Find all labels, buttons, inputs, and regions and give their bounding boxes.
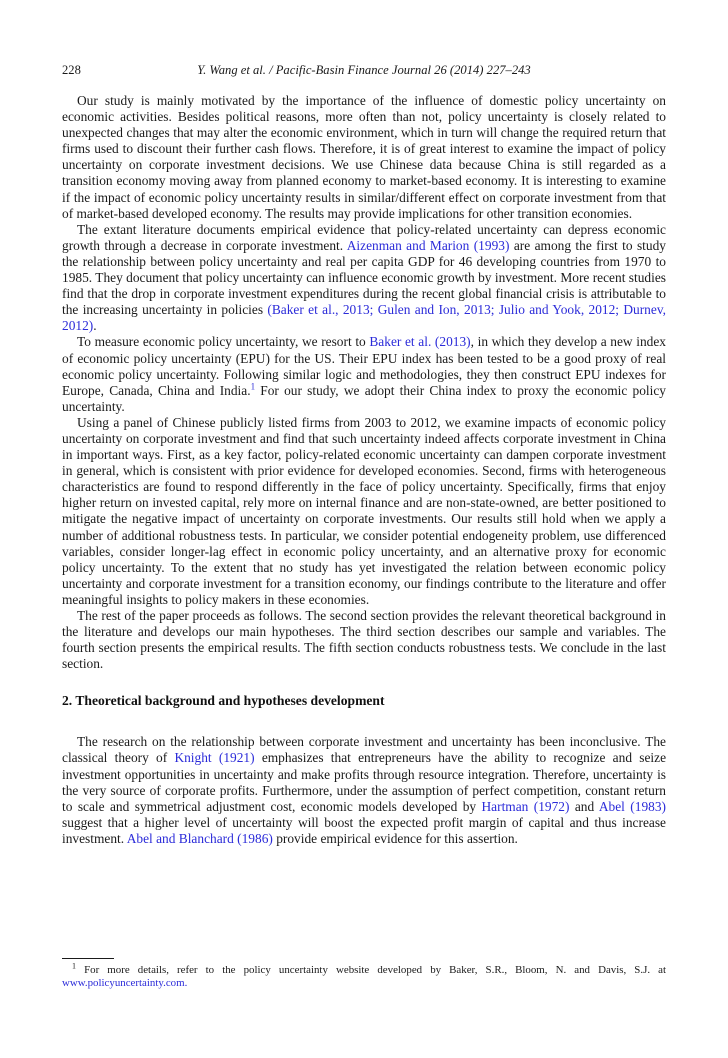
page-number: 228 xyxy=(62,63,81,77)
text-run: . xyxy=(93,318,97,334)
journal-running-head: Y. Wang et al. / Pacific-Basin Finance Journal 26 (2014) 227–243 xyxy=(197,63,531,77)
text-run: For more details, refer to the policy uncertainty website developed by Baker, S.R., Bloom, N. and Davis, S.J. at xyxy=(76,963,666,976)
citation-abel-blanchard-1986[interactable]: Abel and Blanchard (1986) xyxy=(126,830,273,846)
body-paragraph xyxy=(62,415,666,608)
policyuncertainty-url-link[interactable]: www.policyuncertainty.com. xyxy=(62,977,188,990)
article-body xyxy=(62,93,666,847)
citation-abel-1983[interactable]: Abel (1983) xyxy=(598,798,666,814)
body-paragraph xyxy=(62,334,666,414)
footnote-block xyxy=(62,958,666,991)
footnote-ref-1[interactable]: 1 xyxy=(250,381,256,392)
text-run: To measure economic policy uncertainty, we resort to xyxy=(77,334,370,350)
text-run: Using a panel of Chinese publicly listed firms from 2003 to 2012, we examine impacts of economic policy uncertainty on corporate investment and find that such uncertainty indeed affects corporate investment in China in important ways. First, as a key factor, policy-related economic uncertainty can dampen corporate investment in general, which is consistent with prior evidence for developed economies. Second, firms with heterogeneous characteristics are found to respond differently in the face of policy uncertainty. Specifically, firms that enjoy higher return on invested capital, rely more on internal finance and are non-state-owned, are better positioned to mitigate the negative impact of uncertainty on corporate investments. Our results still hold when we apply a number of additional robustness tests. In particular, we consider potential endogeneity problem, use differenced variables, consider longer-lag effect in economic policy uncertainty, and an alternative proxy for economic policy uncertainty. To the extent that no study has yet investigated the relation between economic policy uncertainty and corporate investment for a transition economy, our findings contribute to the literature and offer meaningful insights to policy makers in these economies. xyxy=(62,414,666,607)
footnote-marker: 1 xyxy=(72,961,76,971)
text-run: Our study is mainly motivated by the importance of the influence of domestic policy uncertainty on economic activities. Besides political reasons, more often than not, policy uncertainty is closely related to unexpected changes that may alter the economic environment, which in turn will change the required return that firms used to discount their further cash flows. Therefore, it is of great interest to examine the impact of policy uncertainty on corporate investment decisions. We use Chinese data because China is still regarded as a transition economy moving away from planned economy to market-based economy. It is interesting to examine if the impact of economic policy uncertainty results in similar/different effect on corporate investment from that of market-based developed economy. The results may provide implications for other transition economies. xyxy=(62,93,666,221)
citation-hartman-1972[interactable]: Hartman (1972) xyxy=(481,798,570,814)
footnote-text xyxy=(62,961,666,991)
citation-baker-2013-inline[interactable]: Baker et al. (2013) xyxy=(369,334,471,350)
text-run: The research on the relationship between corporate investment and uncertainty has been inconclusive. The classical theory of xyxy=(62,734,666,766)
text-run: suggest that a higher level of uncertainty will boost the expected profit margin of capital and thus increase investment. xyxy=(62,814,666,846)
text-run: emphasizes that entrepreneurs have the ability to recognize and seize investment opportunities in uncertainty and make profits through resource integration. Therefore, uncertainty is the very source of corporate profits. Furthermore, under the assumption of perfect competition, constant return to scale and symmetrical adjustment cost, economic models developed by xyxy=(62,750,667,814)
text-run: For our study, we adopt their China index to proxy the economic policy uncertainty. xyxy=(62,382,666,414)
body-paragraph xyxy=(62,222,666,335)
text-run: , in which they develop a new index of economic policy uncertainty (EPU) for the US. Their EPU index has been tested to be a good proxy of real economic policy uncertainty. Following similar logic and methodologies, they then construct EPU indexes for Europe, Canada, China and India. xyxy=(62,334,666,398)
body-paragraph xyxy=(62,93,666,222)
citation-baker-2013[interactable]: (Baker et al., 2013; xyxy=(267,302,374,318)
running-header xyxy=(62,63,666,78)
section-heading: 2. Theoretical background and hypotheses development xyxy=(62,693,385,709)
citation-gulen-ion-2013[interactable]: Gulen and Ion, 2013; xyxy=(377,302,495,318)
text-run: The extant literature documents empirical evidence that policy-related uncertainty can depress economic growth through a decrease in corporate investment. xyxy=(62,221,666,253)
text-run: are among the first to study the relationship between policy uncertainty and real per capita GDP for 46 developing countries from 1970 to 1985. They document that policy uncertainty can influence economic growth by investment. More recent studies find that the drop in corporate investment expenditures during the recent global financial crisis is attributable to the increasing uncertainty in policies xyxy=(62,237,666,318)
text-run: provide empirical evidence for this assertion. xyxy=(272,830,518,846)
body-paragraph xyxy=(62,734,666,847)
footnote-divider xyxy=(62,958,114,959)
text-run: and xyxy=(569,798,599,814)
citation-durnev-2012[interactable]: Durnev, 2012) xyxy=(62,302,666,334)
citation-julio-yook-2012[interactable]: Julio and Yook, 2012; xyxy=(498,302,620,318)
citation-aizenman-marion-1993[interactable]: Aizenman and Marion (1993) xyxy=(346,237,510,253)
body-paragraph xyxy=(62,608,666,672)
text-run: The rest of the paper proceeds as follows. The second section provides the relevant theoretical background in the literature and develops our main hypotheses. The third section describes our sample and variables. The fourth section presents the empirical results. The fifth section conducts robustness tests. We conclude in the last section. xyxy=(62,608,666,672)
citation-knight-1921[interactable]: Knight (1921) xyxy=(174,750,255,766)
